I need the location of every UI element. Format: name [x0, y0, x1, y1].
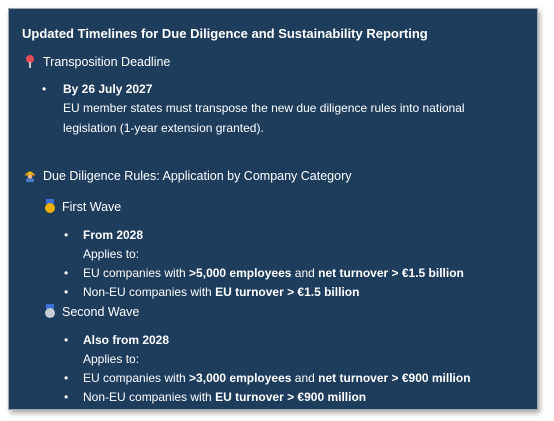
bullet: •	[64, 333, 69, 347]
second-wave-eu-criteria: EU companies with >3,000 employees and net turnover > €900 million	[83, 371, 471, 385]
bullet: •	[64, 228, 69, 242]
section-heading-due-diligence: Due Diligence Rules: Application by Company Category	[43, 169, 352, 183]
transposition-text-line1: EU member states must transpose the new due diligence rules into national	[63, 101, 465, 115]
second-wave-date: Also from 2028	[83, 333, 170, 347]
bullet: •	[64, 285, 69, 299]
transposition-text-line2: legislation (1-year extension granted).	[63, 121, 264, 135]
card-title: Updated Timelines for Due Diligence and Sustainability Reporting	[22, 26, 428, 41]
section-heading-transposition: Transposition Deadline	[43, 55, 171, 69]
first-wave-non-eu-criteria: Non-EU companies with EU turnover > €1.5 billion	[83, 285, 360, 299]
worker-icon	[23, 168, 37, 182]
timeline-card	[8, 8, 538, 410]
gold-medal-icon	[44, 199, 56, 213]
pushpin-icon	[24, 55, 36, 69]
second-wave-non-eu-criteria: Non-EU companies with EU turnover > €900 million	[83, 390, 367, 404]
transposition-date: By 26 July 2027	[63, 82, 153, 96]
first-wave-date: From 2028	[83, 228, 144, 242]
second-wave-applies: Applies to:	[83, 352, 140, 366]
silver-medal-icon	[44, 304, 56, 318]
bullet: •	[64, 371, 69, 385]
bullet: •	[64, 390, 69, 404]
first-wave-applies: Applies to:	[83, 247, 140, 261]
second-wave-label: Second Wave	[62, 305, 140, 319]
bullet: •	[64, 266, 69, 280]
first-wave-eu-criteria: EU companies with >5,000 employees and net turnover > €1.5 billion	[83, 266, 464, 280]
first-wave-label: First Wave	[62, 200, 122, 214]
bullet: •	[42, 82, 47, 96]
